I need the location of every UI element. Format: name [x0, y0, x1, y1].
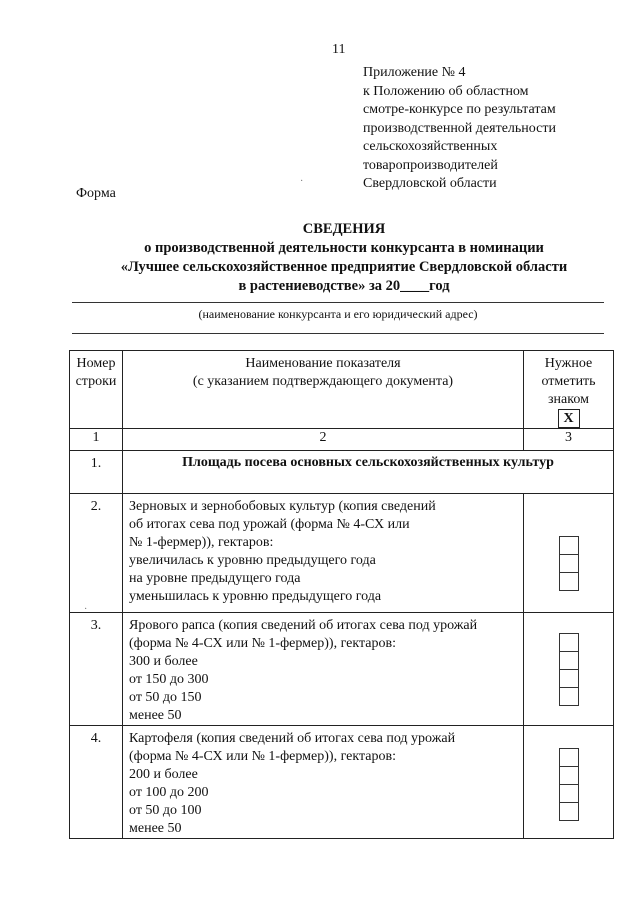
- indicator-line: Зерновых и зернобобовых культур (копия сведений: [129, 499, 436, 514]
- checkbox[interactable]: [559, 555, 579, 573]
- appendix-line: сельскохозяйственных: [363, 139, 498, 154]
- indicator-text: [123, 494, 524, 613]
- header-text: строки: [75, 374, 117, 389]
- scan-speck: ·: [84, 604, 88, 615]
- checkbox[interactable]: [559, 536, 579, 555]
- appendix-line: к Положению об областном: [363, 83, 529, 99]
- title-line: о производственной деятельности конкурсанта в номинации: [144, 240, 544, 256]
- table-row: [70, 494, 614, 613]
- table-header-row: [70, 351, 614, 429]
- indicator-line: от 50 до 150: [129, 690, 202, 705]
- title-line: СВЕДЕНИЯ: [302, 221, 386, 237]
- scan-speck: ·: [300, 176, 304, 187]
- checkbox[interactable]: [559, 633, 579, 652]
- header-text: Номер: [76, 356, 116, 371]
- checkbox[interactable]: [559, 803, 579, 821]
- indicator-line: менее 50: [129, 708, 182, 723]
- mark-cell: [524, 494, 614, 613]
- indicator-line: от 50 до 100: [129, 803, 202, 818]
- checkbox-group: [559, 748, 579, 821]
- mark-cell: [524, 726, 614, 839]
- indicator-line: уменьшилась к уровню предыдущего года: [129, 589, 382, 604]
- checkbox-group: [559, 633, 579, 706]
- table-row: [70, 613, 614, 726]
- indicator-line: Картофеля (копия сведений об итогах сева под урожай: [129, 731, 456, 746]
- mark-cell: [524, 613, 614, 726]
- document-title: [64, 220, 624, 296]
- row-number: 3.: [70, 613, 123, 726]
- header-text: отметить: [541, 374, 596, 389]
- indicator-line: от 150 до 300: [129, 672, 209, 687]
- mark-example: X: [558, 409, 580, 428]
- fill-line-caption: (наименование конкурсанта и его юридический адрес): [198, 307, 478, 321]
- section-title: Площадь посева основных сельскохозяйственных культур: [123, 451, 614, 494]
- appendix-line: Приложение № 4: [363, 65, 466, 80]
- header-text: Нужное: [544, 356, 593, 371]
- checkbox[interactable]: [559, 688, 579, 706]
- header-text: (с указанием подтверждающего документа): [192, 374, 454, 389]
- title-line: в растениеводстве» за 20____год: [238, 278, 450, 294]
- indicator-text: [123, 726, 524, 839]
- checkbox-group: [559, 536, 579, 591]
- checkbox[interactable]: [559, 785, 579, 803]
- indicator-line: менее 50: [129, 821, 182, 836]
- column-number-row: [70, 429, 614, 451]
- checkbox[interactable]: [559, 670, 579, 688]
- indicator-line: 300 и более: [129, 654, 198, 669]
- title-line: «Лучшее сельскохозяйственное предприятие Свердловской области: [120, 259, 568, 275]
- header-text: знаком: [548, 392, 589, 407]
- appendix-header: [363, 64, 556, 194]
- column-number: 1: [70, 429, 123, 451]
- appendix-line: товаропроизводителей: [363, 157, 498, 173]
- row-number: 4.: [70, 726, 123, 839]
- header-name-cell: [123, 351, 524, 429]
- indicator-line: об итогах сева под урожай (форма № 4-СХ или: [129, 517, 410, 532]
- checkbox[interactable]: [559, 767, 579, 785]
- indicator-line: на уровне предыдущего года: [129, 571, 301, 586]
- appendix-line: производственной деятельности: [363, 120, 556, 136]
- fill-line[interactable]: [72, 333, 604, 334]
- header-text: Наименование показателя: [245, 356, 401, 371]
- indicator-line: увеличилась к уровню предыдущего года: [129, 553, 376, 568]
- table-row: [70, 726, 614, 839]
- row-number: 2.: [70, 494, 123, 613]
- header-mark-cell: [524, 351, 614, 429]
- indicator-line: 200 и более: [129, 767, 198, 782]
- appendix-line: смотре-конкурсе по результатам: [363, 102, 556, 117]
- appendix-line: Свердловской области: [363, 176, 497, 191]
- indicator-text: [123, 613, 524, 726]
- indicator-line: от 100 до 200: [129, 785, 209, 800]
- row-number: 1.: [70, 451, 123, 494]
- column-number: 3: [524, 429, 614, 451]
- indicator-line: Ярового рапса (копия сведений об итогах сева под урожай: [129, 618, 478, 633]
- checkbox[interactable]: [559, 652, 579, 670]
- table-row: [70, 451, 614, 494]
- column-number: 2: [123, 429, 524, 451]
- checkbox[interactable]: [559, 748, 579, 767]
- indicator-line: (форма № 4-СХ или № 1-фермер)), гектаров:: [129, 749, 396, 764]
- form-label: Форма: [76, 186, 116, 201]
- indicator-line: № 1-фермер)), гектаров:: [129, 535, 274, 550]
- indicators-table: [69, 350, 614, 839]
- header-number-cell: [70, 351, 123, 429]
- checkbox[interactable]: [559, 573, 579, 591]
- fill-line[interactable]: [72, 302, 604, 303]
- page-number: 11: [332, 42, 346, 57]
- indicator-line: (форма № 4-СХ или № 1-фермер)), гектаров:: [129, 636, 396, 651]
